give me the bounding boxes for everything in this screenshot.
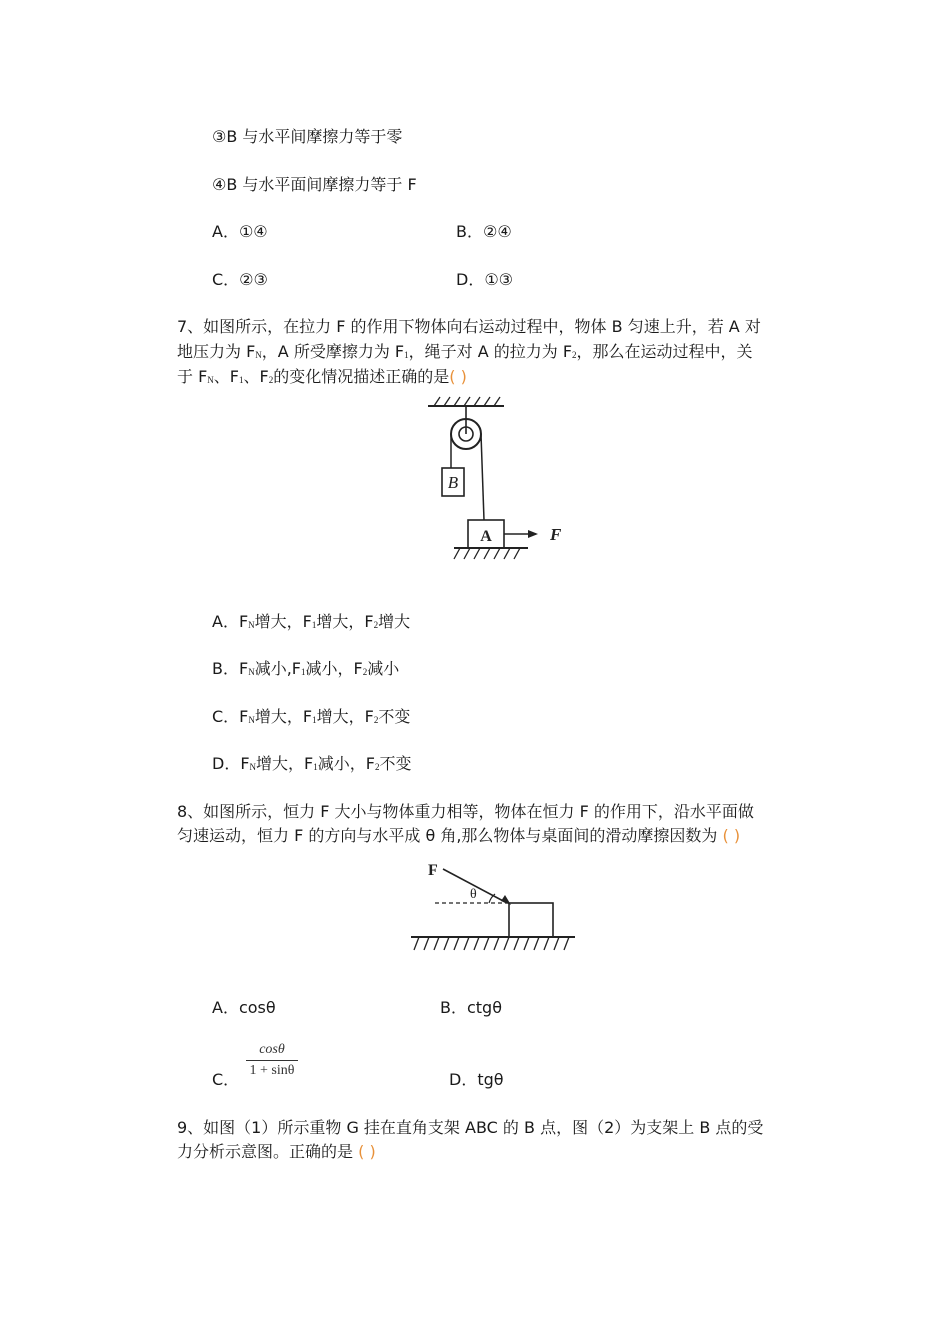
q7-stem-line1: 7、如图所示，在拉力 F 的作用下物体向右运动过程中，物体 B 匀速上升，若 A 对 — [177, 317, 761, 336]
q7-option-d: D．$F_N$增大，$F_1$减小，$F_2$不变 — [212, 754, 412, 773]
q7-option-c: C．$F_N$增大，$F_1$增大，$F_2$不变 — [212, 707, 411, 726]
q9-stem-line1: 9、如图（1）所示重物 G 挂在直角支架 ABC 的 B 点，图（2）为支架上 B 点的受 — [177, 1118, 764, 1137]
fraction-numerator: cosθ — [259, 1042, 285, 1057]
answer-paren: ( ) — [722, 826, 741, 845]
q6-option-c: C．②③ — [212, 270, 268, 289]
q7-stem-line2: 地压力为 $F_N$，A 所受摩擦力为 $F_1$，绳子对 A 的拉力为 $F_2$，那么在运动过程中，关 — [177, 342, 753, 361]
label-a: A — [480, 528, 492, 545]
q8-option-a: A．cosθ — [212, 998, 276, 1017]
q8-option-d: D．tgθ — [449, 1070, 504, 1089]
q8-force-figure — [405, 855, 585, 960]
answer-paren: ( ) — [358, 1142, 376, 1161]
block — [509, 903, 553, 937]
fraction-denominator: 1 + sinθ — [249, 1063, 295, 1078]
q8-option-c-fraction — [246, 1042, 298, 1079]
q7-option-b: B．$F_N$减小$,F_1$减小，$F_2$减小 — [212, 659, 400, 678]
q7-option-a: A．$F_N$增大，$F_1$增大，$F_2$增大 — [212, 612, 411, 631]
fraction-bar — [246, 1060, 298, 1061]
q6-item-4: ④B 与水平面间摩擦力等于 F — [212, 175, 417, 194]
label-f: F — [428, 862, 438, 879]
q9-stem-line2: 力分析示意图。正确的是 ( ) — [177, 1142, 376, 1161]
label-theta: θ — [470, 887, 477, 902]
q6-option-b: B．②④ — [456, 222, 512, 241]
q8-stem-line2: 匀速运动，恒力 F 的方向与水平成 θ 角,那么物体与桌面间的滑动摩擦因数为 ( ) — [177, 826, 741, 845]
q7-stem-line3: 于 $F_N$、$F_1$、$F_2$的变化情况描述正确的是( ) — [177, 367, 467, 386]
q7-pulley-figure — [420, 394, 580, 569]
q6-option-d: D．①③ — [456, 270, 514, 289]
q6-option-a: A．①④ — [212, 222, 268, 241]
label-f: F — [550, 525, 562, 544]
q8-option-c: C． — [212, 1070, 240, 1089]
answer-paren: ( ) — [449, 367, 467, 386]
q8-option-b: B．ctgθ — [440, 998, 502, 1017]
q8-stem-line1: 8、如图所示，恒力 F 大小与物体重力相等，物体在恒力 F 的作用下，沿水平面做 — [177, 802, 754, 821]
label-b: B — [447, 473, 459, 492]
q6-item-3: ③B 与水平间摩擦力等于零 — [212, 127, 403, 146]
